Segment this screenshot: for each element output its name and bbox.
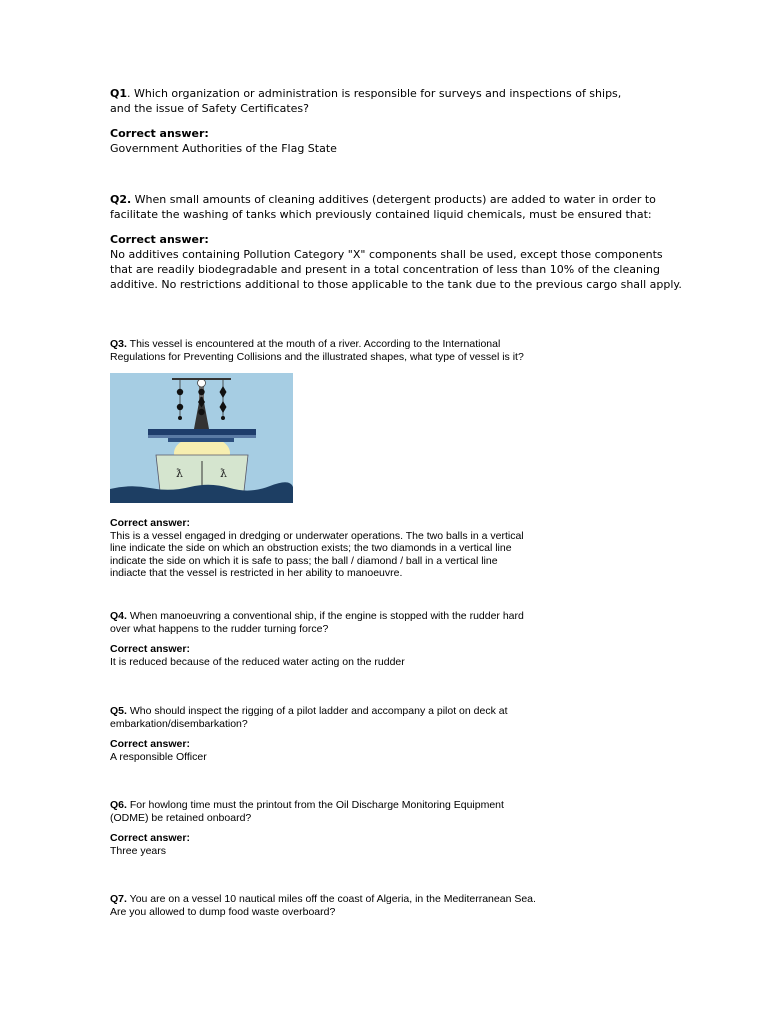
question-5-text: Q5. Who should inspect the rigging of a pilot ladder and accompany a pilot on deck at bbox=[110, 705, 508, 717]
question-6-number: Q6. bbox=[110, 799, 127, 811]
correct-answer-label: Correct answer: bbox=[110, 127, 209, 140]
answer-3-line-1: This is a vessel engaged in dredging or underwater operations. The two balls in a vertical bbox=[110, 529, 524, 542]
question-3: Q3. This vessel is encountered at the mouth of a river. According to the International Regulations for Preventing Collisions and the illustrated shapes, what type of vessel is it? bbox=[110, 338, 670, 363]
ball-mid-1 bbox=[198, 389, 204, 395]
question-4-text: Q4. When manoeuvring a conventional ship, if the engine is stopped with the rudder hard bbox=[110, 610, 524, 622]
answer-3-line-4: indiacte that the vessel is restricted in her ability to manoeuvre. bbox=[110, 567, 403, 579]
question-6-text: Q6. For howlong time must the printout from the Oil Discharge Monitoring Equipment bbox=[110, 799, 504, 811]
answer-6: Three years bbox=[110, 844, 167, 857]
question-3-number: Q3. bbox=[110, 338, 127, 350]
question-5: Q5. Who should inspect the rigging of a pilot ladder and accompany a pilot on deck at embarkation/disembarkation? Correct answer: A responsible Officer bbox=[110, 705, 670, 763]
question-6: Q6. For howlong time must the printout from the Oil Discharge Monitoring Equipment (ODME) be retained onboard? Correct answer: Three years bbox=[110, 799, 670, 857]
question-7-text: Q7. You are on a vessel 10 nautical miles off the coast of Algeria, in the Mediterranean Sea. bbox=[110, 893, 536, 905]
question-2: Q2. When small amounts of cleaning additives (detergent products) are added to water in order to facilitate the washing of tanks which previously contained liquid chemicals, must be ensured that: Correct answer: No additives containing Pollution Category "X" components shall be used, except those components that are readily biodegradable and present in a total concentration of less than 10% of the cleaning additive. No restrictions additional to those applicable to the tank due to the previous cargo shall apply. bbox=[110, 193, 682, 291]
correct-answer-label: Correct answer: bbox=[110, 517, 190, 529]
answer-4: It is reduced because of the reduced water acting on the rudder bbox=[110, 655, 405, 668]
dredger-vessel-illustration bbox=[110, 373, 293, 503]
anchor-right: ƛ bbox=[220, 467, 227, 480]
ball-left-2 bbox=[177, 404, 183, 410]
answer-5: A responsible Officer bbox=[110, 750, 207, 763]
correct-answer-label: Correct answer: bbox=[110, 832, 190, 844]
correct-answer-label: Correct answer: bbox=[110, 643, 190, 655]
answer-3-block bbox=[110, 517, 670, 580]
anchor-left: ƛ bbox=[176, 467, 183, 480]
question-5-number: Q5. bbox=[110, 705, 127, 717]
question-2-text: Q2. When small amounts of cleaning additives (detergent products) are added to water in order to bbox=[110, 193, 656, 206]
question-1: Q1. Which organization or administration is responsible for surveys and inspections of ships, and the issue of Safety Certificates? Correct answer: Government Authorities of the Flag State bbox=[110, 86, 670, 156]
answer-3-line-3: indicate the side on which it is safe to pass; the ball / diamond / ball in a vertical line bbox=[110, 554, 498, 567]
question-7: Q7. You are on a vessel 10 nautical miles off the coast of Algeria, in the Mediterranean Sea. Are you allowed to dump food waste overboard? bbox=[110, 893, 670, 918]
correct-answer-label: Correct answer: bbox=[110, 233, 209, 246]
ball-mid-2 bbox=[198, 409, 204, 415]
question-4-number: Q4. bbox=[110, 610, 127, 622]
bridge bbox=[148, 429, 256, 435]
correct-answer-label: Correct answer: bbox=[110, 738, 190, 750]
question-3-text: Q3. This vessel is encountered at the mouth of a river. According to the International bbox=[110, 338, 501, 350]
answer-3-line-2: line indicate the side on which an obstruction exists; the two diamonds in a vertical line bbox=[110, 542, 512, 554]
question-1-number: Q1 bbox=[110, 87, 128, 100]
ball-left-1 bbox=[177, 389, 183, 395]
answer-2-line-3: additive. No restrictions additional to those applicable to the tank due to the previous cargo shall apply. bbox=[110, 278, 682, 291]
question-2-number: Q2. bbox=[110, 193, 132, 206]
question-7-number: Q7. bbox=[110, 893, 127, 905]
answer-2-line-2: that are readily biodegradable and present in a total concentration of less than 10% of the cleaning bbox=[110, 263, 660, 276]
question-1-text: Q1. Which organization or administration is responsible for surveys and inspections of ships, bbox=[110, 87, 622, 100]
masthead-light bbox=[198, 379, 206, 387]
answer-1: Government Authorities of the Flag State bbox=[110, 142, 337, 155]
question-4: Q4. When manoeuvring a conventional ship, if the engine is stopped with the rudder hard over what happens to the rudder turning force? Correct answer: It is reduced because of the reduced water acting on the rudder bbox=[110, 610, 670, 668]
answer-2-line-1: No additives containing Pollution Category "X" components shall be used, except those components bbox=[110, 248, 663, 261]
